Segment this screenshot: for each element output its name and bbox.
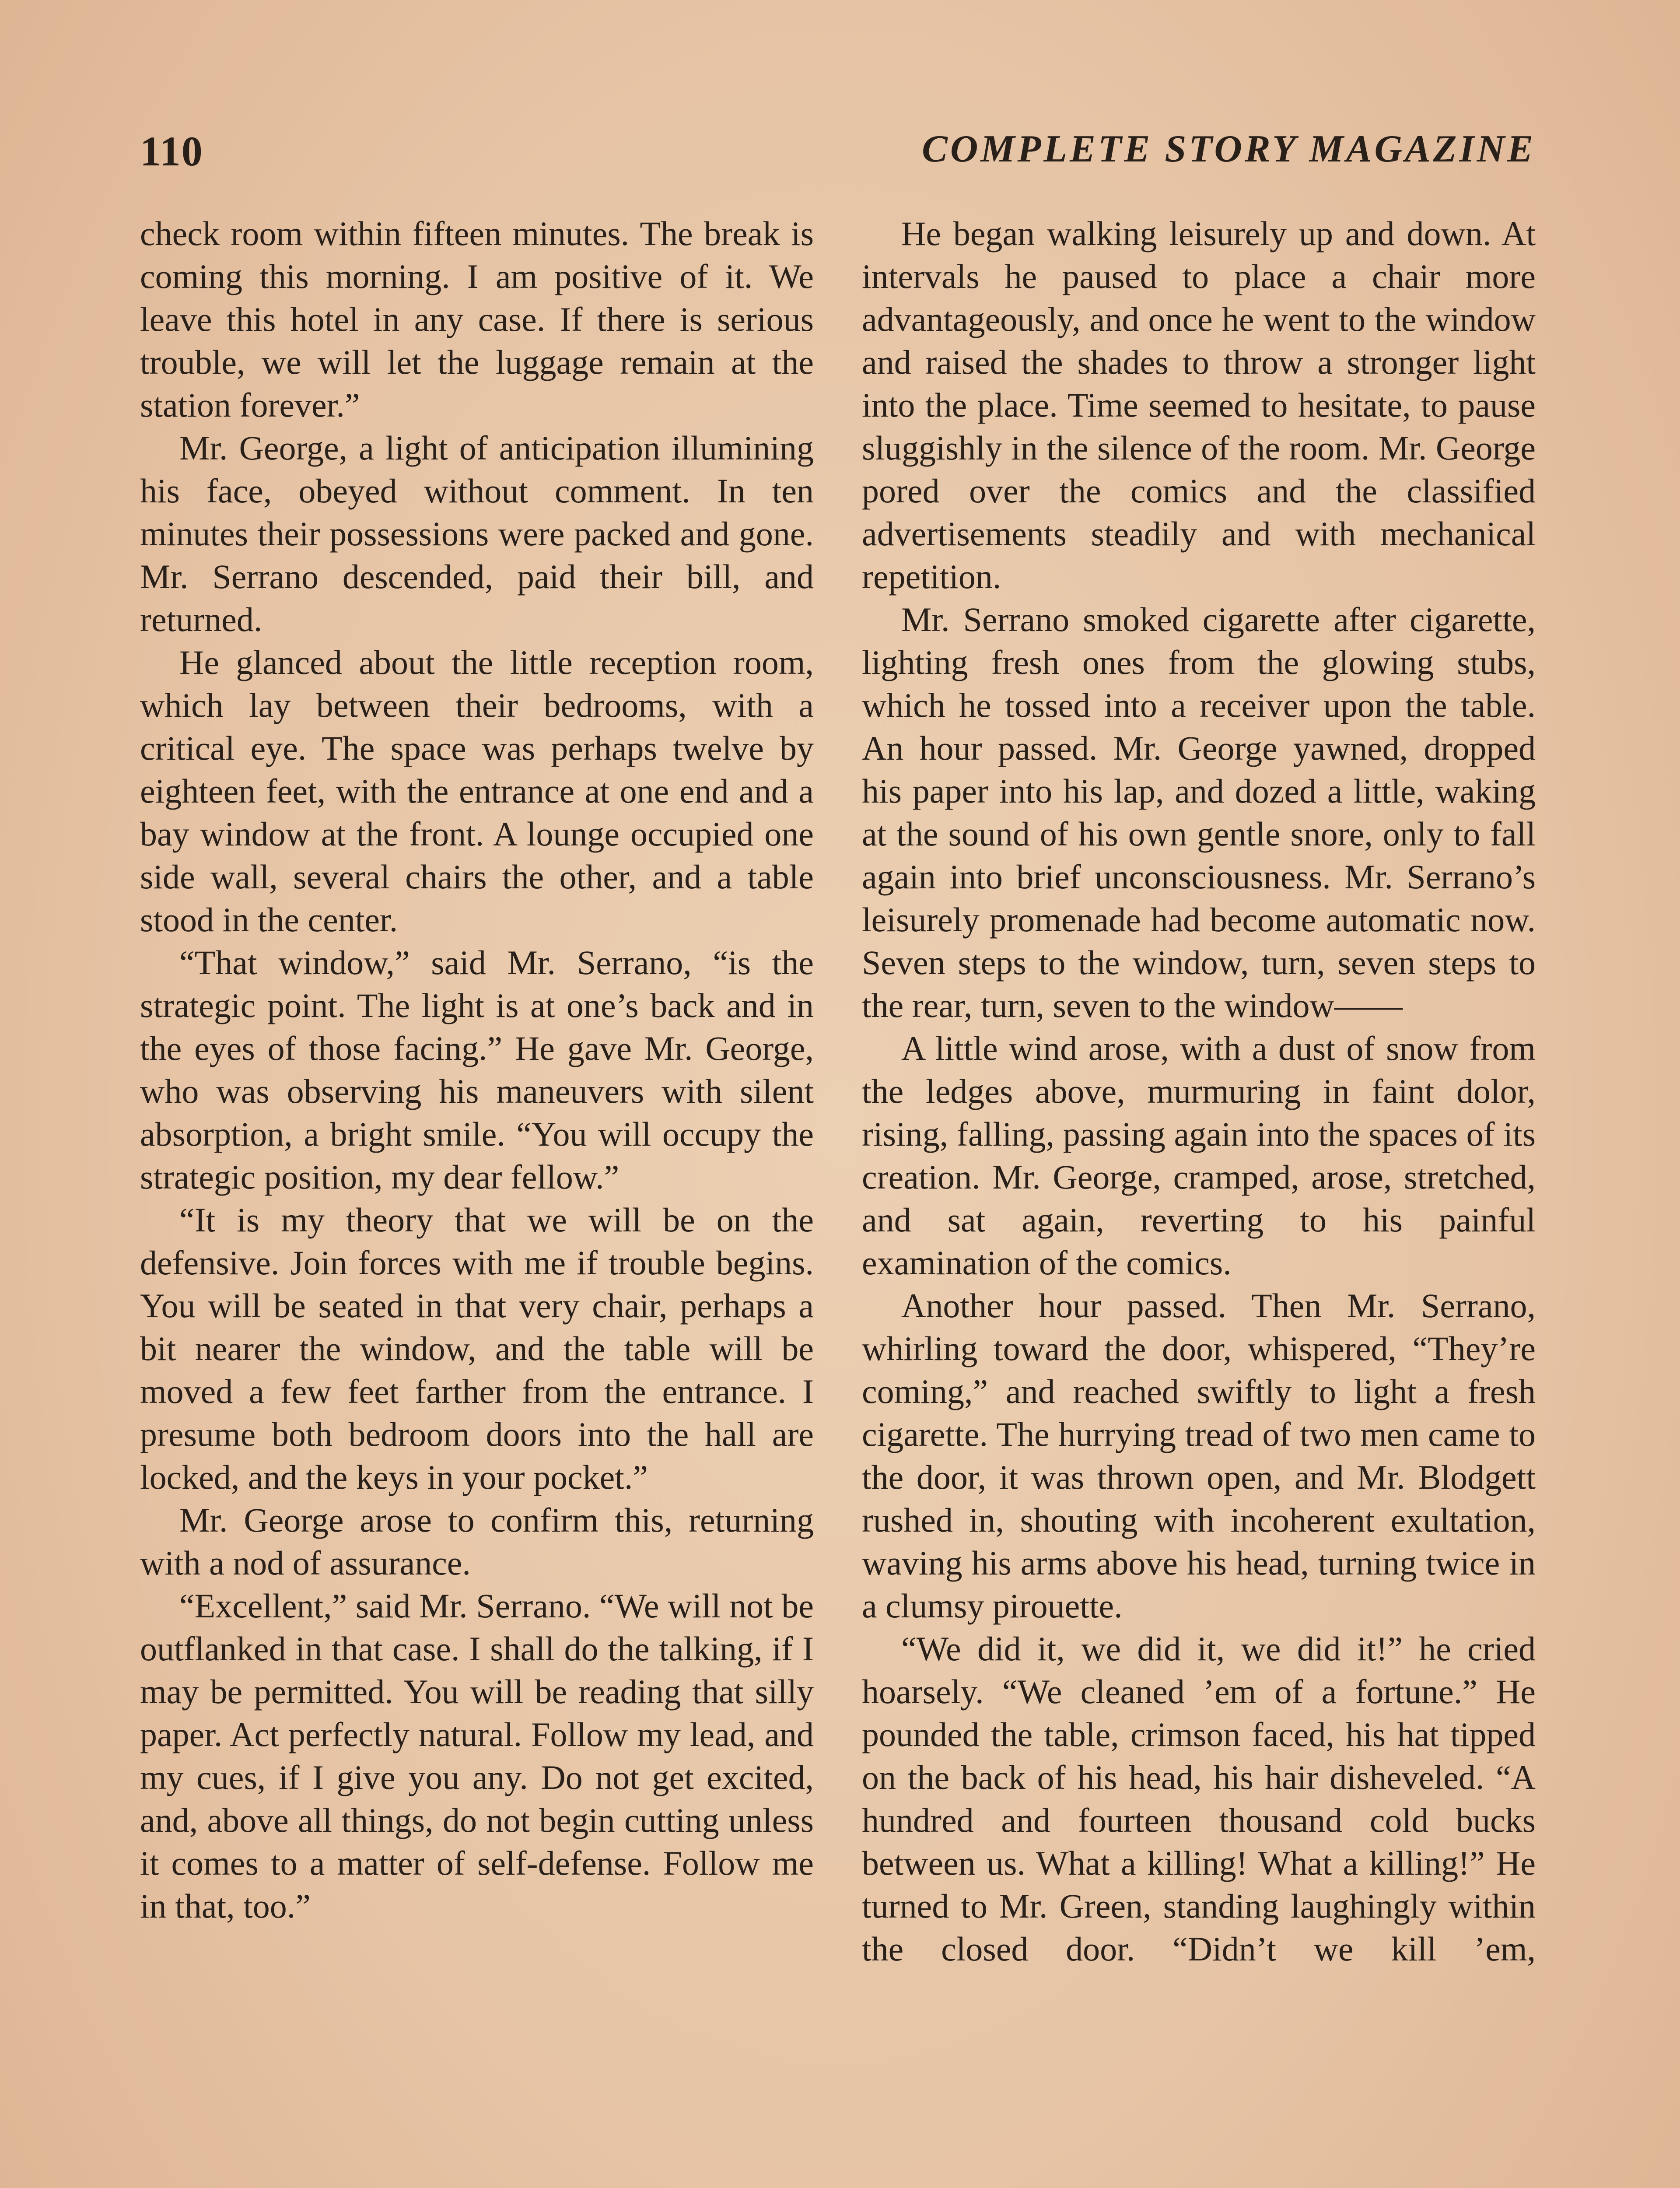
paragraph: Mr. George, a light of anticipation illumining his face, obeyed without comment. In ten minutes their possessions were packed and gone. Mr. Serrano descended, paid their bill, and returned. — [140, 429, 814, 638]
running-title: COMPLETE STORY MAGAZINE — [922, 128, 1536, 170]
right-column — [862, 212, 1536, 1971]
paragraph: He began walking leisurely up and down. At intervals he paused to place a chair more advantageously, and once he went to the window and raised the shades to throw a stronger light into the place. Time seemed to hesitate, to pause sluggishly in the silence of the room. Mr. George pored over the comics and the classified advertisements steadily and with mechanical repetition. — [862, 214, 1536, 596]
paragraph: “That window,” said Mr. Serrano, “is the strategic point. The light is at one’s back and in the eyes of those facing.” He gave Mr. George, who was observing his maneuvers with silent absorption, a bright smile. “You will occupy the strategic position, my dear fellow.” — [140, 943, 814, 1196]
page-header — [140, 127, 1536, 193]
left-column — [140, 212, 814, 1928]
page-number: 110 — [140, 128, 203, 175]
paragraph: Mr. Serrano smoked cigarette after cigarette, lighting fresh ones from the glowing stubs, which he tossed into a receiver upon the table. An hour passed. Mr. George yawned, dropped his paper into his lap, and dozed a little, waking at the sound of his own gentle snore, only to fall again into brief unconsciousness. Mr. Serrano’s leisurely promenade had become automatic now. Seven steps to the window, turn, seven steps to the rear, turn, seven to the window—— — [862, 600, 1536, 1024]
paragraph: Another hour passed. Then Mr. Serrano, whirling toward the door, whispered, “They’re coming,” and reached swiftly to light a fresh cigarette. The hurrying tread of two men came to the door, it was thrown open, and Mr. Blodgett rushed in, shouting with incoherent exultation, waving his arms above his head, turning twice in a clumsy pirouette. — [862, 1287, 1536, 1625]
paragraph: “It is my theory that we will be on the defensive. Join forces with me if trouble begins. You will be seated in that very chair, perhaps a bit nearer the window, and the table will be moved a few feet farther from the entrance. I presume both bedroom doors into the hall are locked, and the keys in your pocket.” — [140, 1201, 814, 1496]
paragraph: “We did it, we did it, we did it!” he cried hoarsely. “We cleaned ’em of a fortune.” He pounded the table, crimson faced, his hat tipped on the back of his head, his hair disheveled. “A hundred and fourteen thousand cold bucks between us. What a killing! What a killing!” He turned to Mr. Green, standing laughingly within the closed door. “Didn’t we kill ’em, — [862, 1630, 1536, 1968]
paragraph: Mr. George arose to confirm this, returning with a nod of assurance. — [140, 1501, 814, 1582]
paragraph: “Excellent,” said Mr. Serrano. “We will not be outflanked in that case. I shall do the talking, if I may be permitted. You will be reading that silly paper. Act perfectly natural. Follow my lead, and my cues, if I give you any. Do not get excited, and, above all things, do not begin cutting unless it comes to a matter of self-defense. Follow me in that, too.” — [140, 1587, 814, 1925]
paragraph: check room within fifteen minutes. The break is coming this morning. I am positive of it. We leave this hotel in any case. If there is serious trouble, we will let the luggage remain at the station forever.” — [140, 214, 814, 424]
paragraph: He glanced about the little reception room, which lay between their bedrooms, with a critical eye. The space was perhaps twelve by eighteen feet, with the entrance at one end and a bay window at the front. A lounge occupied one side wall, several chairs the other, and a table stood in the center. — [140, 643, 814, 939]
paragraph: A little wind arose, with a dust of snow from the ledges above, murmuring in faint dolor, rising, falling, passing again into the spaces of its creation. Mr. George, cramped, arose, stretched, and sat again, reverting to his painful examination of the comics. — [862, 1029, 1536, 1282]
